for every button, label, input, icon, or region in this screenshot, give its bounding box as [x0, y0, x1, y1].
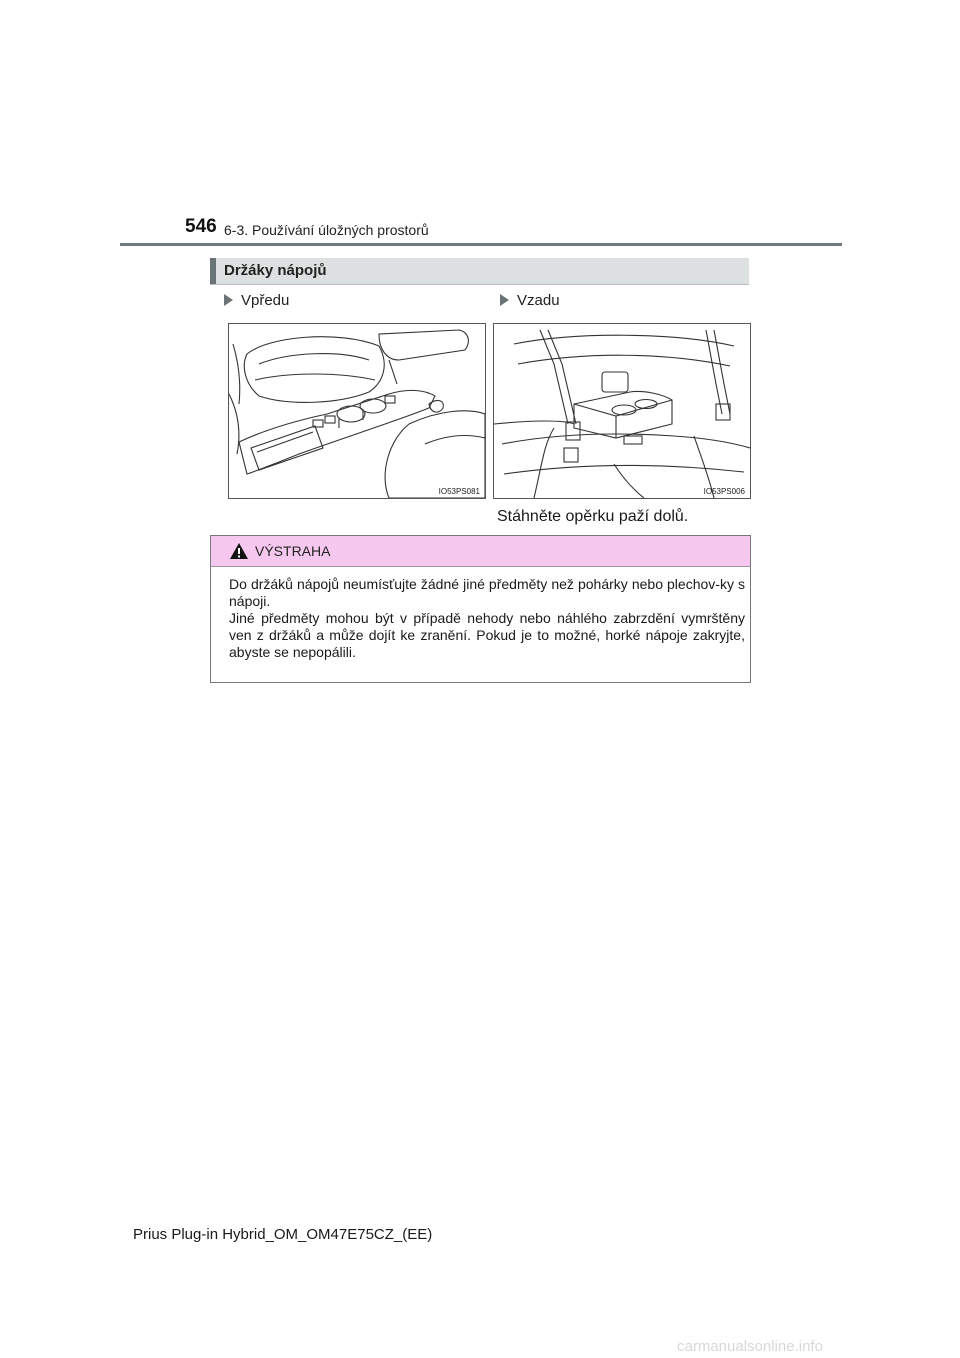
- warning-title: VÝSTRAHA: [255, 543, 331, 559]
- illustration-code: IO53PS006: [703, 487, 745, 496]
- illustration-code: IO53PS081: [438, 487, 480, 496]
- watermark: carmanualsonline.info: [677, 1338, 823, 1355]
- rear-caption: Stáhněte opěrku paží dolů.: [497, 508, 689, 525]
- front-cupholder-illustration: [228, 323, 486, 499]
- warning-box: [210, 535, 751, 683]
- subheading-front-label: Vpředu: [241, 292, 290, 309]
- warning-paragraph: Jiné předměty mohou být v případě nehody nebo náhlého zabrzdění vymrštěny ven z držáků a může dojít ke zranění. Pokud je to možné, horké nápoje zakryjte, abyste se nepopálili.: [229, 610, 745, 660]
- warning-triangle-icon: [229, 542, 249, 560]
- triangle-bullet-icon: [500, 294, 509, 306]
- rear-cupholder-illustration: [493, 323, 751, 499]
- subheading-front: [224, 292, 289, 309]
- running-title: 6-3. Používání úložných prostorů: [224, 222, 429, 238]
- triangle-bullet-icon: [224, 294, 233, 306]
- warning-header: [211, 536, 750, 567]
- footer-document-id: Prius Plug-in Hybrid_OM_OM47E75CZ_(EE): [133, 1226, 433, 1243]
- subheading-rear: [500, 292, 560, 309]
- section-heading: [210, 258, 749, 285]
- subheading-rear-label: Vzadu: [517, 292, 560, 309]
- section-heading-text: Držáky nápojů: [224, 262, 327, 279]
- warning-body: [229, 576, 745, 661]
- section-heading-bar: [210, 258, 216, 284]
- warning-paragraph: Do držáků nápojů neumísťujte žádné jiné předměty než pohárky nebo plechov-ky s nápoji.: [229, 576, 745, 609]
- header-rule: [120, 243, 842, 246]
- page-number: 546: [185, 216, 217, 237]
